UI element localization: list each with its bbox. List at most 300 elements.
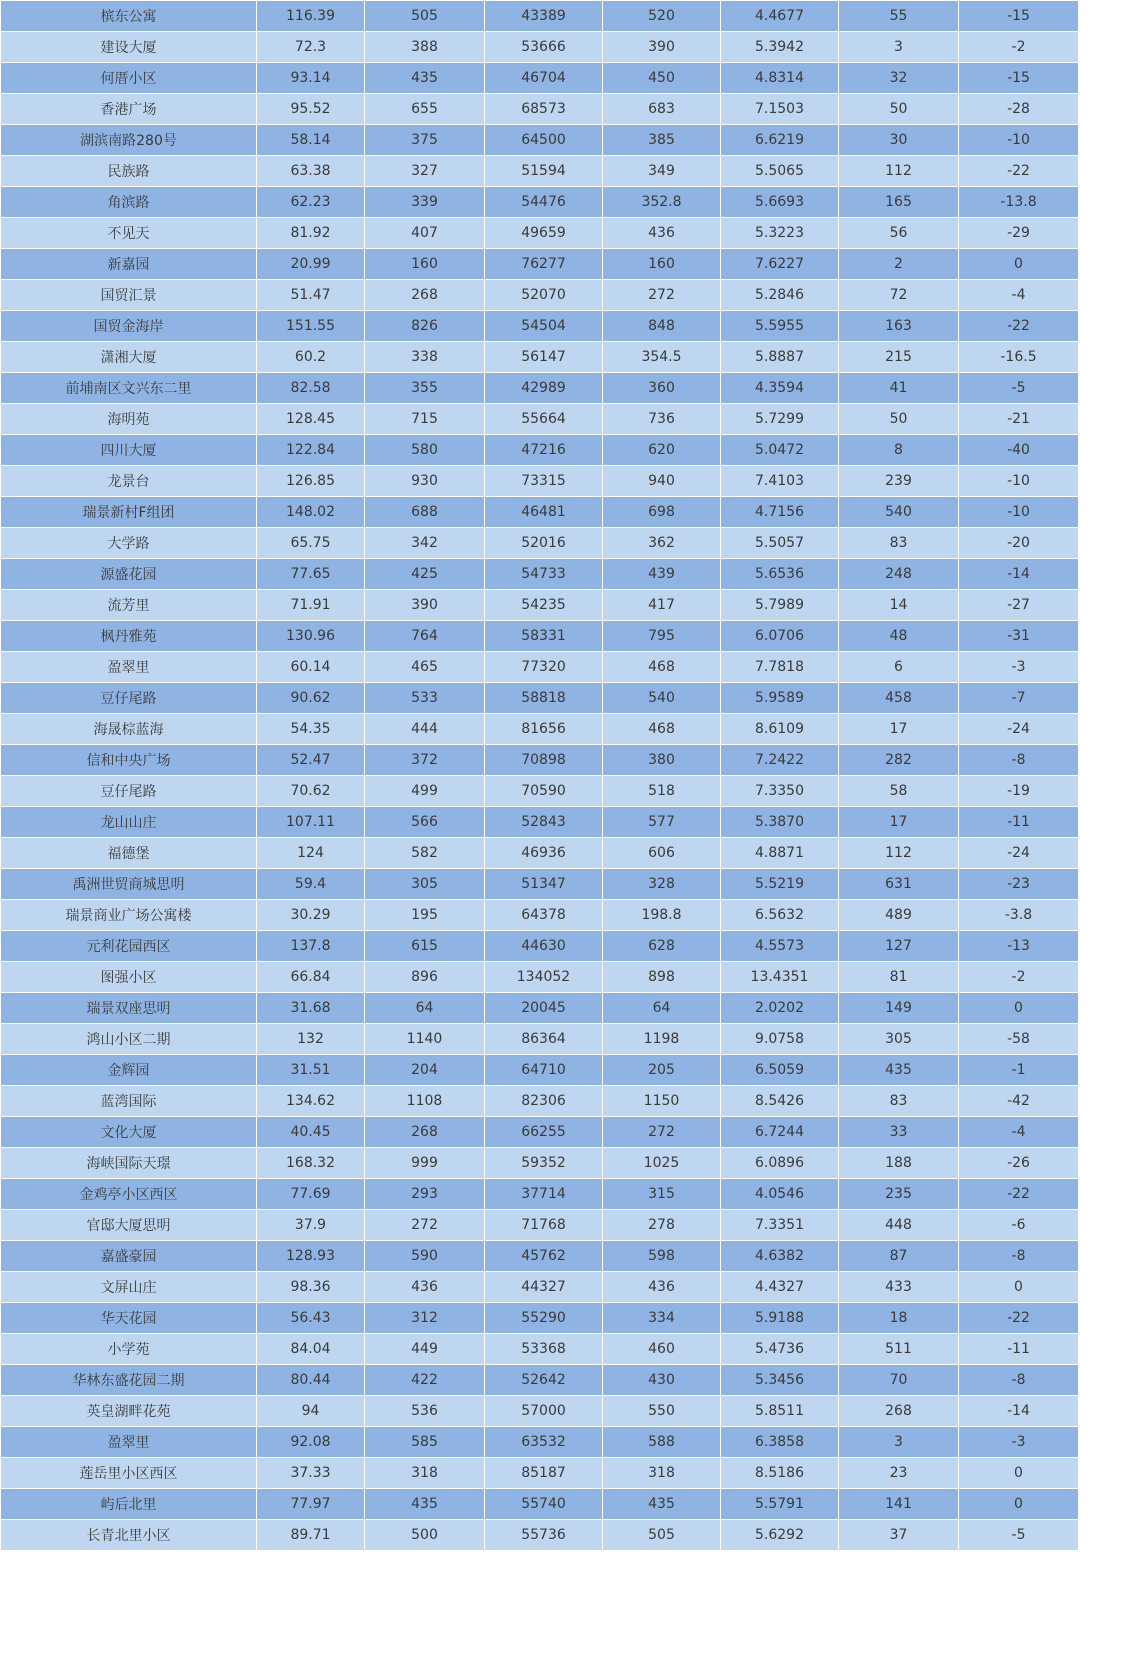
- area-cell: 30.29: [257, 900, 365, 931]
- change-cell: -28: [959, 94, 1079, 125]
- original-price-cell: 450: [603, 63, 721, 94]
- ratio-cell: 2.0202: [721, 993, 839, 1024]
- change-cell: -3.8: [959, 900, 1079, 931]
- table-row: [1, 590, 1079, 621]
- count-cell: 511: [839, 1334, 959, 1365]
- count-cell: 141: [839, 1489, 959, 1520]
- unit-price-cell: 44630: [485, 931, 603, 962]
- table-row: [1, 342, 1079, 373]
- table-row: [1, 1117, 1079, 1148]
- count-cell: 23: [839, 1458, 959, 1489]
- price-cell: 268: [365, 280, 485, 311]
- change-cell: -5: [959, 1520, 1079, 1551]
- ratio-cell: 7.6227: [721, 249, 839, 280]
- ratio-cell: 5.5219: [721, 869, 839, 900]
- community-name-cell: 湖滨南路280号: [1, 125, 257, 156]
- ratio-cell: 7.3351: [721, 1210, 839, 1241]
- table-row: [1, 1458, 1079, 1489]
- price-cell: 342: [365, 528, 485, 559]
- ratio-cell: 8.5426: [721, 1086, 839, 1117]
- original-price-cell: 848: [603, 311, 721, 342]
- table-row: [1, 993, 1079, 1024]
- price-cell: 372: [365, 745, 485, 776]
- unit-price-cell: 53666: [485, 32, 603, 63]
- price-cell: 293: [365, 1179, 485, 1210]
- price-cell: 590: [365, 1241, 485, 1272]
- area-cell: 148.02: [257, 497, 365, 528]
- ratio-cell: 4.3594: [721, 373, 839, 404]
- table-row: [1, 32, 1079, 63]
- count-cell: 305: [839, 1024, 959, 1055]
- table-row: [1, 187, 1079, 218]
- original-price-cell: 898: [603, 962, 721, 993]
- ratio-cell: 4.8871: [721, 838, 839, 869]
- change-cell: -20: [959, 528, 1079, 559]
- count-cell: 248: [839, 559, 959, 590]
- original-price-cell: 540: [603, 683, 721, 714]
- table-row: [1, 776, 1079, 807]
- change-cell: -10: [959, 497, 1079, 528]
- table-row: [1, 1086, 1079, 1117]
- community-name-cell: 长青北里小区: [1, 1520, 257, 1551]
- count-cell: 235: [839, 1179, 959, 1210]
- price-cell: 327: [365, 156, 485, 187]
- unit-price-cell: 44327: [485, 1272, 603, 1303]
- unit-price-cell: 64710: [485, 1055, 603, 1086]
- table-row: [1, 1520, 1079, 1551]
- change-cell: -22: [959, 1179, 1079, 1210]
- ratio-cell: 5.6292: [721, 1520, 839, 1551]
- price-cell: 268: [365, 1117, 485, 1148]
- original-price-cell: 520: [603, 1, 721, 32]
- community-name-cell: 潇湘大厦: [1, 342, 257, 373]
- original-price-cell: 430: [603, 1365, 721, 1396]
- change-cell: -24: [959, 714, 1079, 745]
- ratio-cell: 4.8314: [721, 63, 839, 94]
- unit-price-cell: 76277: [485, 249, 603, 280]
- ratio-cell: 5.3456: [721, 1365, 839, 1396]
- price-cell: 465: [365, 652, 485, 683]
- change-cell: -29: [959, 218, 1079, 249]
- unit-price-cell: 55664: [485, 404, 603, 435]
- count-cell: 268: [839, 1396, 959, 1427]
- community-name-cell: 民族路: [1, 156, 257, 187]
- original-price-cell: 64: [603, 993, 721, 1024]
- price-cell: 407: [365, 218, 485, 249]
- original-price-cell: 390: [603, 32, 721, 63]
- count-cell: 56: [839, 218, 959, 249]
- ratio-cell: 6.0896: [721, 1148, 839, 1179]
- ratio-cell: 6.7244: [721, 1117, 839, 1148]
- price-cell: 355: [365, 373, 485, 404]
- area-cell: 93.14: [257, 63, 365, 94]
- area-cell: 80.44: [257, 1365, 365, 1396]
- area-cell: 59.4: [257, 869, 365, 900]
- table-row: [1, 528, 1079, 559]
- price-cell: 536: [365, 1396, 485, 1427]
- unit-price-cell: 85187: [485, 1458, 603, 1489]
- community-name-cell: 官邸大厦思明: [1, 1210, 257, 1241]
- community-name-cell: 金辉园: [1, 1055, 257, 1086]
- community-name-cell: 豆仔尾路: [1, 776, 257, 807]
- area-cell: 63.38: [257, 156, 365, 187]
- price-cell: 195: [365, 900, 485, 931]
- area-cell: 151.55: [257, 311, 365, 342]
- price-cell: 500: [365, 1520, 485, 1551]
- original-price-cell: 354.5: [603, 342, 721, 373]
- count-cell: 70: [839, 1365, 959, 1396]
- table-row: [1, 900, 1079, 931]
- original-price-cell: 160: [603, 249, 721, 280]
- area-cell: 54.35: [257, 714, 365, 745]
- unit-price-cell: 66255: [485, 1117, 603, 1148]
- community-name-cell: 新嘉园: [1, 249, 257, 280]
- count-cell: 32: [839, 63, 959, 94]
- change-cell: -15: [959, 1, 1079, 32]
- price-cell: 655: [365, 94, 485, 125]
- count-cell: 282: [839, 745, 959, 776]
- table-row: [1, 373, 1079, 404]
- ratio-cell: 4.4677: [721, 1, 839, 32]
- original-price-cell: 272: [603, 280, 721, 311]
- price-cell: 305: [365, 869, 485, 900]
- change-cell: -3: [959, 652, 1079, 683]
- community-name-cell: 大学路: [1, 528, 257, 559]
- ratio-cell: 7.7818: [721, 652, 839, 683]
- area-cell: 126.85: [257, 466, 365, 497]
- area-cell: 82.58: [257, 373, 365, 404]
- change-cell: -16.5: [959, 342, 1079, 373]
- count-cell: 435: [839, 1055, 959, 1086]
- original-price-cell: 460: [603, 1334, 721, 1365]
- area-cell: 60.14: [257, 652, 365, 683]
- ratio-cell: 5.9188: [721, 1303, 839, 1334]
- change-cell: -13: [959, 931, 1079, 962]
- ratio-cell: 6.3858: [721, 1427, 839, 1458]
- unit-price-cell: 58331: [485, 621, 603, 652]
- table-row: [1, 466, 1079, 497]
- change-cell: 0: [959, 1489, 1079, 1520]
- table-row: [1, 435, 1079, 466]
- original-price-cell: 1150: [603, 1086, 721, 1117]
- ratio-cell: 5.4736: [721, 1334, 839, 1365]
- area-cell: 132: [257, 1024, 365, 1055]
- original-price-cell: 1025: [603, 1148, 721, 1179]
- count-cell: 149: [839, 993, 959, 1024]
- community-name-cell: 文屏山庄: [1, 1272, 257, 1303]
- count-cell: 83: [839, 528, 959, 559]
- area-cell: 72.3: [257, 32, 365, 63]
- area-cell: 71.91: [257, 590, 365, 621]
- price-cell: 688: [365, 497, 485, 528]
- change-cell: -27: [959, 590, 1079, 621]
- table-row: [1, 1489, 1079, 1520]
- ratio-cell: 7.2422: [721, 745, 839, 776]
- count-cell: 2: [839, 249, 959, 280]
- price-cell: 566: [365, 807, 485, 838]
- change-cell: -11: [959, 807, 1079, 838]
- table-row: [1, 1024, 1079, 1055]
- unit-price-cell: 49659: [485, 218, 603, 249]
- table-row: [1, 1241, 1079, 1272]
- community-name-cell: 前埔南区文兴东二里: [1, 373, 257, 404]
- price-cell: 160: [365, 249, 485, 280]
- change-cell: -10: [959, 125, 1079, 156]
- unit-price-cell: 58818: [485, 683, 603, 714]
- area-cell: 168.32: [257, 1148, 365, 1179]
- community-name-cell: 海峡国际天璟: [1, 1148, 257, 1179]
- table-row: [1, 962, 1079, 993]
- table-row: [1, 1179, 1079, 1210]
- area-cell: 37.9: [257, 1210, 365, 1241]
- count-cell: 448: [839, 1210, 959, 1241]
- ratio-cell: 5.5065: [721, 156, 839, 187]
- count-cell: 6: [839, 652, 959, 683]
- unit-price-cell: 52843: [485, 807, 603, 838]
- unit-price-cell: 70898: [485, 745, 603, 776]
- count-cell: 3: [839, 32, 959, 63]
- area-cell: 124: [257, 838, 365, 869]
- price-cell: 436: [365, 1272, 485, 1303]
- original-price-cell: 1198: [603, 1024, 721, 1055]
- price-cell: 272: [365, 1210, 485, 1241]
- change-cell: -2: [959, 32, 1079, 63]
- original-price-cell: 518: [603, 776, 721, 807]
- original-price-cell: 468: [603, 652, 721, 683]
- table-row: [1, 1427, 1079, 1458]
- ratio-cell: 8.5186: [721, 1458, 839, 1489]
- price-cell: 390: [365, 590, 485, 621]
- original-price-cell: 352.8: [603, 187, 721, 218]
- unit-price-cell: 71768: [485, 1210, 603, 1241]
- ratio-cell: 7.1503: [721, 94, 839, 125]
- community-name-cell: 角滨路: [1, 187, 257, 218]
- community-name-cell: 屿后北里: [1, 1489, 257, 1520]
- unit-price-cell: 55290: [485, 1303, 603, 1334]
- price-cell: 582: [365, 838, 485, 869]
- community-name-cell: 蓝湾国际: [1, 1086, 257, 1117]
- original-price-cell: 439: [603, 559, 721, 590]
- ratio-cell: 5.5057: [721, 528, 839, 559]
- change-cell: -22: [959, 311, 1079, 342]
- original-price-cell: 606: [603, 838, 721, 869]
- price-cell: 388: [365, 32, 485, 63]
- ratio-cell: 5.3870: [721, 807, 839, 838]
- unit-price-cell: 45762: [485, 1241, 603, 1272]
- change-cell: -15: [959, 63, 1079, 94]
- table-row: [1, 1303, 1079, 1334]
- community-name-cell: 莲岳里小区西区: [1, 1458, 257, 1489]
- unit-price-cell: 52642: [485, 1365, 603, 1396]
- original-price-cell: 385: [603, 125, 721, 156]
- area-cell: 65.75: [257, 528, 365, 559]
- count-cell: 30: [839, 125, 959, 156]
- count-cell: 17: [839, 714, 959, 745]
- community-name-cell: 龙景台: [1, 466, 257, 497]
- unit-price-cell: 46936: [485, 838, 603, 869]
- price-cell: 715: [365, 404, 485, 435]
- original-price-cell: 736: [603, 404, 721, 435]
- ratio-cell: 5.6536: [721, 559, 839, 590]
- area-cell: 94: [257, 1396, 365, 1427]
- community-name-cell: 国贸汇景: [1, 280, 257, 311]
- table-row: [1, 683, 1079, 714]
- area-cell: 40.45: [257, 1117, 365, 1148]
- ratio-cell: 6.5632: [721, 900, 839, 931]
- unit-price-cell: 63532: [485, 1427, 603, 1458]
- count-cell: 188: [839, 1148, 959, 1179]
- community-name-cell: 海晟棕蓝海: [1, 714, 257, 745]
- community-name-cell: 文化大厦: [1, 1117, 257, 1148]
- area-cell: 95.52: [257, 94, 365, 125]
- change-cell: -2: [959, 962, 1079, 993]
- ratio-cell: 5.8887: [721, 342, 839, 373]
- unit-price-cell: 64500: [485, 125, 603, 156]
- unit-price-cell: 59352: [485, 1148, 603, 1179]
- ratio-cell: 4.4327: [721, 1272, 839, 1303]
- change-cell: -6: [959, 1210, 1079, 1241]
- community-name-cell: 源盛花园: [1, 559, 257, 590]
- change-cell: -5: [959, 373, 1079, 404]
- area-cell: 77.97: [257, 1489, 365, 1520]
- community-name-cell: 华林东盛花园二期: [1, 1365, 257, 1396]
- price-cell: 449: [365, 1334, 485, 1365]
- community-name-cell: 四川大厦: [1, 435, 257, 466]
- price-cell: 930: [365, 466, 485, 497]
- table-row: [1, 931, 1079, 962]
- change-cell: -13.8: [959, 187, 1079, 218]
- original-price-cell: 698: [603, 497, 721, 528]
- ratio-cell: 4.5573: [721, 931, 839, 962]
- price-cell: 499: [365, 776, 485, 807]
- table-row: [1, 1, 1079, 32]
- change-cell: -8: [959, 1241, 1079, 1272]
- unit-price-cell: 54504: [485, 311, 603, 342]
- change-cell: -22: [959, 156, 1079, 187]
- original-price-cell: 334: [603, 1303, 721, 1334]
- price-cell: 338: [365, 342, 485, 373]
- ratio-cell: 5.6693: [721, 187, 839, 218]
- ratio-cell: 5.3223: [721, 218, 839, 249]
- ratio-cell: 7.3350: [721, 776, 839, 807]
- change-cell: -40: [959, 435, 1079, 466]
- table-row: [1, 497, 1079, 528]
- count-cell: 50: [839, 94, 959, 125]
- unit-price-cell: 46704: [485, 63, 603, 94]
- change-cell: -42: [959, 1086, 1079, 1117]
- unit-price-cell: 51347: [485, 869, 603, 900]
- ratio-cell: 6.5059: [721, 1055, 839, 1086]
- area-cell: 66.84: [257, 962, 365, 993]
- right-margin: [1078, 0, 1137, 1653]
- original-price-cell: 205: [603, 1055, 721, 1086]
- area-cell: 31.51: [257, 1055, 365, 1086]
- change-cell: -23: [959, 869, 1079, 900]
- ratio-cell: 4.6382: [721, 1241, 839, 1272]
- ratio-cell: 6.6219: [721, 125, 839, 156]
- unit-price-cell: 20045: [485, 993, 603, 1024]
- price-cell: 896: [365, 962, 485, 993]
- area-cell: 52.47: [257, 745, 365, 776]
- area-cell: 31.68: [257, 993, 365, 1024]
- original-price-cell: 272: [603, 1117, 721, 1148]
- change-cell: -3: [959, 1427, 1079, 1458]
- community-name-cell: 金鸡亭小区西区: [1, 1179, 257, 1210]
- community-name-cell: 图强小区: [1, 962, 257, 993]
- unit-price-cell: 57000: [485, 1396, 603, 1427]
- original-price-cell: 598: [603, 1241, 721, 1272]
- change-cell: -58: [959, 1024, 1079, 1055]
- price-cell: 318: [365, 1458, 485, 1489]
- table-row: [1, 714, 1079, 745]
- price-cell: 585: [365, 1427, 485, 1458]
- unit-price-cell: 64378: [485, 900, 603, 931]
- table-row: [1, 1055, 1079, 1086]
- community-name-cell: 香港广场: [1, 94, 257, 125]
- price-cell: 505: [365, 1, 485, 32]
- count-cell: 239: [839, 466, 959, 497]
- original-price-cell: 436: [603, 218, 721, 249]
- ratio-cell: 4.0546: [721, 1179, 839, 1210]
- table-row: [1, 869, 1079, 900]
- community-name-cell: 海明苑: [1, 404, 257, 435]
- area-cell: 37.33: [257, 1458, 365, 1489]
- count-cell: 37: [839, 1520, 959, 1551]
- area-cell: 137.8: [257, 931, 365, 962]
- count-cell: 50: [839, 404, 959, 435]
- count-cell: 112: [839, 838, 959, 869]
- area-cell: 128.93: [257, 1241, 365, 1272]
- price-cell: 422: [365, 1365, 485, 1396]
- count-cell: 58: [839, 776, 959, 807]
- count-cell: 83: [839, 1086, 959, 1117]
- ratio-cell: 9.0758: [721, 1024, 839, 1055]
- change-cell: -21: [959, 404, 1079, 435]
- unit-price-cell: 86364: [485, 1024, 603, 1055]
- table-row: [1, 249, 1079, 280]
- table-row: [1, 404, 1079, 435]
- change-cell: -11: [959, 1334, 1079, 1365]
- original-price-cell: 588: [603, 1427, 721, 1458]
- table-row: [1, 1396, 1079, 1427]
- original-price-cell: 328: [603, 869, 721, 900]
- area-cell: 56.43: [257, 1303, 365, 1334]
- unit-price-cell: 68573: [485, 94, 603, 125]
- original-price-cell: 417: [603, 590, 721, 621]
- price-cell: 826: [365, 311, 485, 342]
- unit-price-cell: 46481: [485, 497, 603, 528]
- ratio-cell: 13.4351: [721, 962, 839, 993]
- unit-price-cell: 51594: [485, 156, 603, 187]
- table-row: [1, 838, 1079, 869]
- unit-price-cell: 42989: [485, 373, 603, 404]
- change-cell: -10: [959, 466, 1079, 497]
- original-price-cell: 362: [603, 528, 721, 559]
- table-row: [1, 1334, 1079, 1365]
- original-price-cell: 435: [603, 1489, 721, 1520]
- table-body: [1, 1, 1079, 1551]
- price-cell: 615: [365, 931, 485, 962]
- unit-price-cell: 82306: [485, 1086, 603, 1117]
- price-cell: 64: [365, 993, 485, 1024]
- unit-price-cell: 37714: [485, 1179, 603, 1210]
- unit-price-cell: 53368: [485, 1334, 603, 1365]
- price-cell: 533: [365, 683, 485, 714]
- community-name-cell: 槟东公寓: [1, 1, 257, 32]
- price-cell: 425: [365, 559, 485, 590]
- original-price-cell: 360: [603, 373, 721, 404]
- original-price-cell: 505: [603, 1520, 721, 1551]
